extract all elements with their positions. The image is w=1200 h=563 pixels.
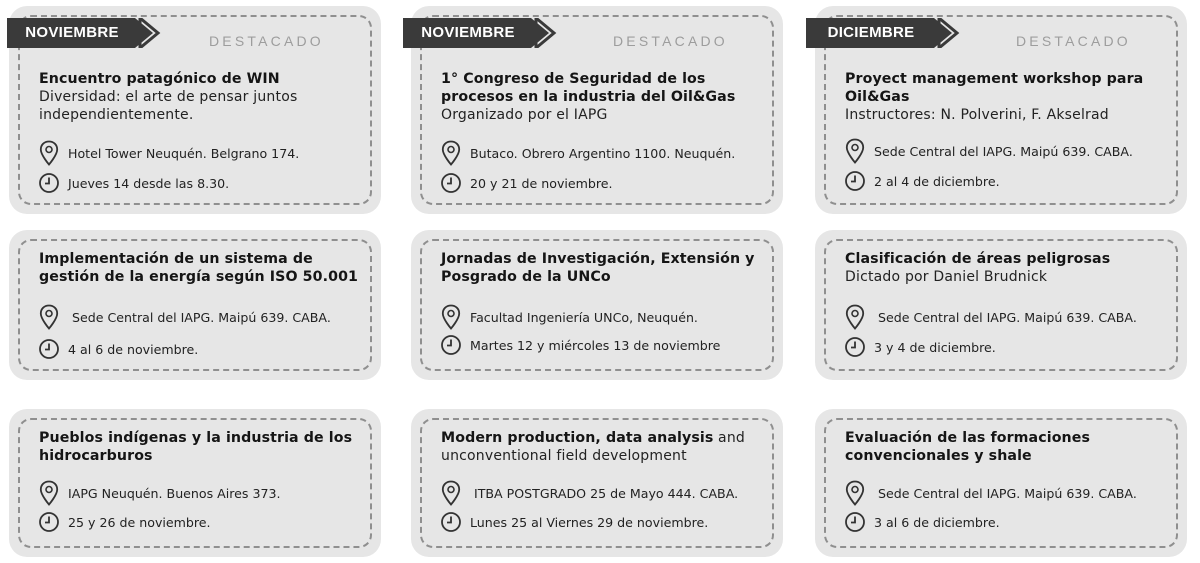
clock-icon (844, 168, 866, 194)
event-card[interactable] (815, 409, 1187, 557)
event-location: Sede Central del IAPG. Maipú 639. CABA. (878, 309, 1137, 325)
event-card[interactable] (411, 230, 783, 380)
location-pin-icon (844, 138, 866, 164)
event-card[interactable] (9, 6, 381, 214)
location-pin-icon (38, 140, 60, 166)
event-date: 25 y 26 de noviembre. (68, 514, 211, 530)
event-title: Clasificación de áreas peligrosas (845, 251, 1111, 267)
location-pin-icon (38, 480, 60, 506)
event-date: Martes 12 y miércoles 13 de noviembre (470, 337, 721, 353)
event-date: 2 al 4 de diciembre. (874, 173, 1000, 189)
event-location: IAPG Neuquén. Buenos Aires 373. (68, 485, 281, 501)
event-date: 3 y 4 de diciembre. (874, 339, 996, 355)
clock-icon (38, 170, 60, 196)
event-title: Encuentro patagónico de WIN (39, 71, 280, 87)
location-pin-icon (38, 304, 60, 330)
location-pin-icon (844, 304, 866, 330)
event-date: 3 al 6 de diciembre. (874, 514, 1000, 530)
event-date: Lunes 25 al Viernes 29 de noviembre. (470, 514, 709, 530)
month-label: NOVIEMBRE (421, 24, 515, 41)
event-title-continuation: and (713, 430, 745, 446)
event-subtitle: Organizado por el IAPG (441, 107, 608, 123)
event-card[interactable] (9, 230, 381, 380)
featured-label: DESTACADO (209, 33, 324, 49)
event-title: Evaluación de las formaciones convencionales y shale (845, 430, 1091, 464)
location-pin-icon (440, 140, 462, 166)
event-date: 20 y 21 de noviembre. (470, 175, 613, 191)
event-subtitle: Instructores: N. Polverini, F. Akselrad (845, 107, 1109, 123)
clock-icon (440, 332, 462, 358)
clock-icon (844, 509, 866, 535)
location-pin-icon (844, 480, 866, 506)
event-card[interactable] (815, 230, 1187, 380)
month-label: DICIEMBRE (827, 24, 915, 41)
month-ribbon (7, 18, 167, 53)
event-date: Jueves 14 desde las 8.30. (68, 175, 230, 191)
event-location: Sede Central del IAPG. Maipú 639. CABA. (878, 485, 1137, 501)
event-date: 4 al 6 de noviembre. (68, 341, 199, 357)
event-location: Butaco. Obrero Argentino 1100. Neuquén. (470, 145, 736, 161)
location-pin-icon (440, 480, 462, 506)
event-title: Proyect management workshop para Oil&Gas (845, 71, 1144, 105)
event-location: Sede Central del IAPG. Maipú 639. CABA. (72, 309, 331, 325)
clock-icon (38, 336, 60, 362)
event-title: Pueblos indígenas y la industria de los hidrocarburos (39, 430, 353, 464)
event-location: Hotel Tower Neuquén. Belgrano 174. (68, 145, 300, 161)
clock-icon (440, 170, 462, 196)
clock-icon (440, 509, 462, 535)
event-card[interactable] (411, 409, 783, 557)
event-title (441, 429, 767, 447)
event-title: 1° Congreso de Seguridad de los procesos en la industria del Oil&Gas (441, 71, 736, 105)
event-title: Jornadas de Investigación, Extensión y Posgrado de la UNCo (441, 251, 755, 285)
clock-icon (844, 334, 866, 360)
clock-icon (38, 509, 60, 535)
event-title: Implementación de un sistema de gestión de la energía según ISO 50.001 (39, 251, 359, 285)
event-location: Sede Central del IAPG. Maipú 639. CABA. (874, 143, 1133, 159)
event-card[interactable] (9, 409, 381, 557)
event-location: Facultad Ingeniería UNCo, Neuquén. (470, 309, 698, 325)
event-subtitle: Dictado por Daniel Brudnick (845, 269, 1048, 285)
event-card[interactable] (815, 6, 1187, 214)
location-pin-icon (440, 304, 462, 330)
event-card[interactable] (411, 6, 783, 214)
month-ribbon (403, 18, 563, 53)
event-subtitle: unconventional field development (441, 448, 687, 464)
month-ribbon (806, 18, 966, 53)
event-title-bold: Modern production, data analysis (441, 430, 714, 446)
featured-label: DESTACADO (613, 33, 728, 49)
event-subtitle: Diversidad: el arte de pensar juntos independientemente. (39, 89, 298, 123)
event-location: ITBA POSTGRADO 25 de Mayo 444. CABA. (474, 485, 739, 501)
month-label: NOVIEMBRE (25, 24, 119, 41)
featured-label: DESTACADO (1016, 33, 1131, 49)
